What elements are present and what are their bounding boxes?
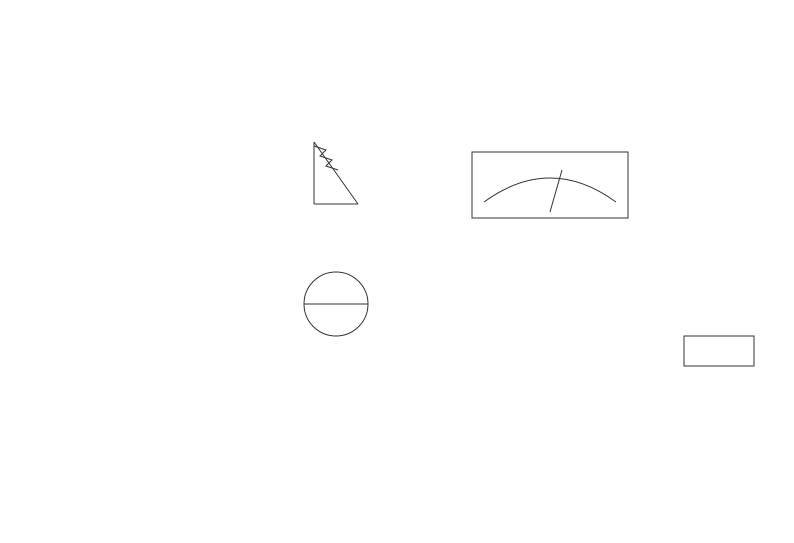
text-line — [404, 46, 782, 56]
text-line — [404, 36, 782, 46]
text-line — [404, 26, 782, 36]
text-line — [404, 16, 782, 26]
text-line — [404, 56, 782, 66]
text-line — [10, 66, 388, 76]
multimeter-figure — [470, 150, 630, 220]
text-line — [10, 6, 388, 16]
text-line — [10, 76, 388, 86]
magnetic-field-circle-figure — [300, 268, 372, 340]
right-column — [404, 6, 782, 66]
text-line — [10, 36, 388, 46]
spring-incline-figure — [306, 138, 362, 208]
text-line — [10, 56, 388, 66]
text-line — [10, 26, 388, 36]
text-line — [10, 46, 388, 56]
circuit-figure — [680, 330, 760, 374]
text-line — [10, 16, 388, 26]
text-line — [404, 6, 782, 16]
left-column — [10, 6, 388, 86]
